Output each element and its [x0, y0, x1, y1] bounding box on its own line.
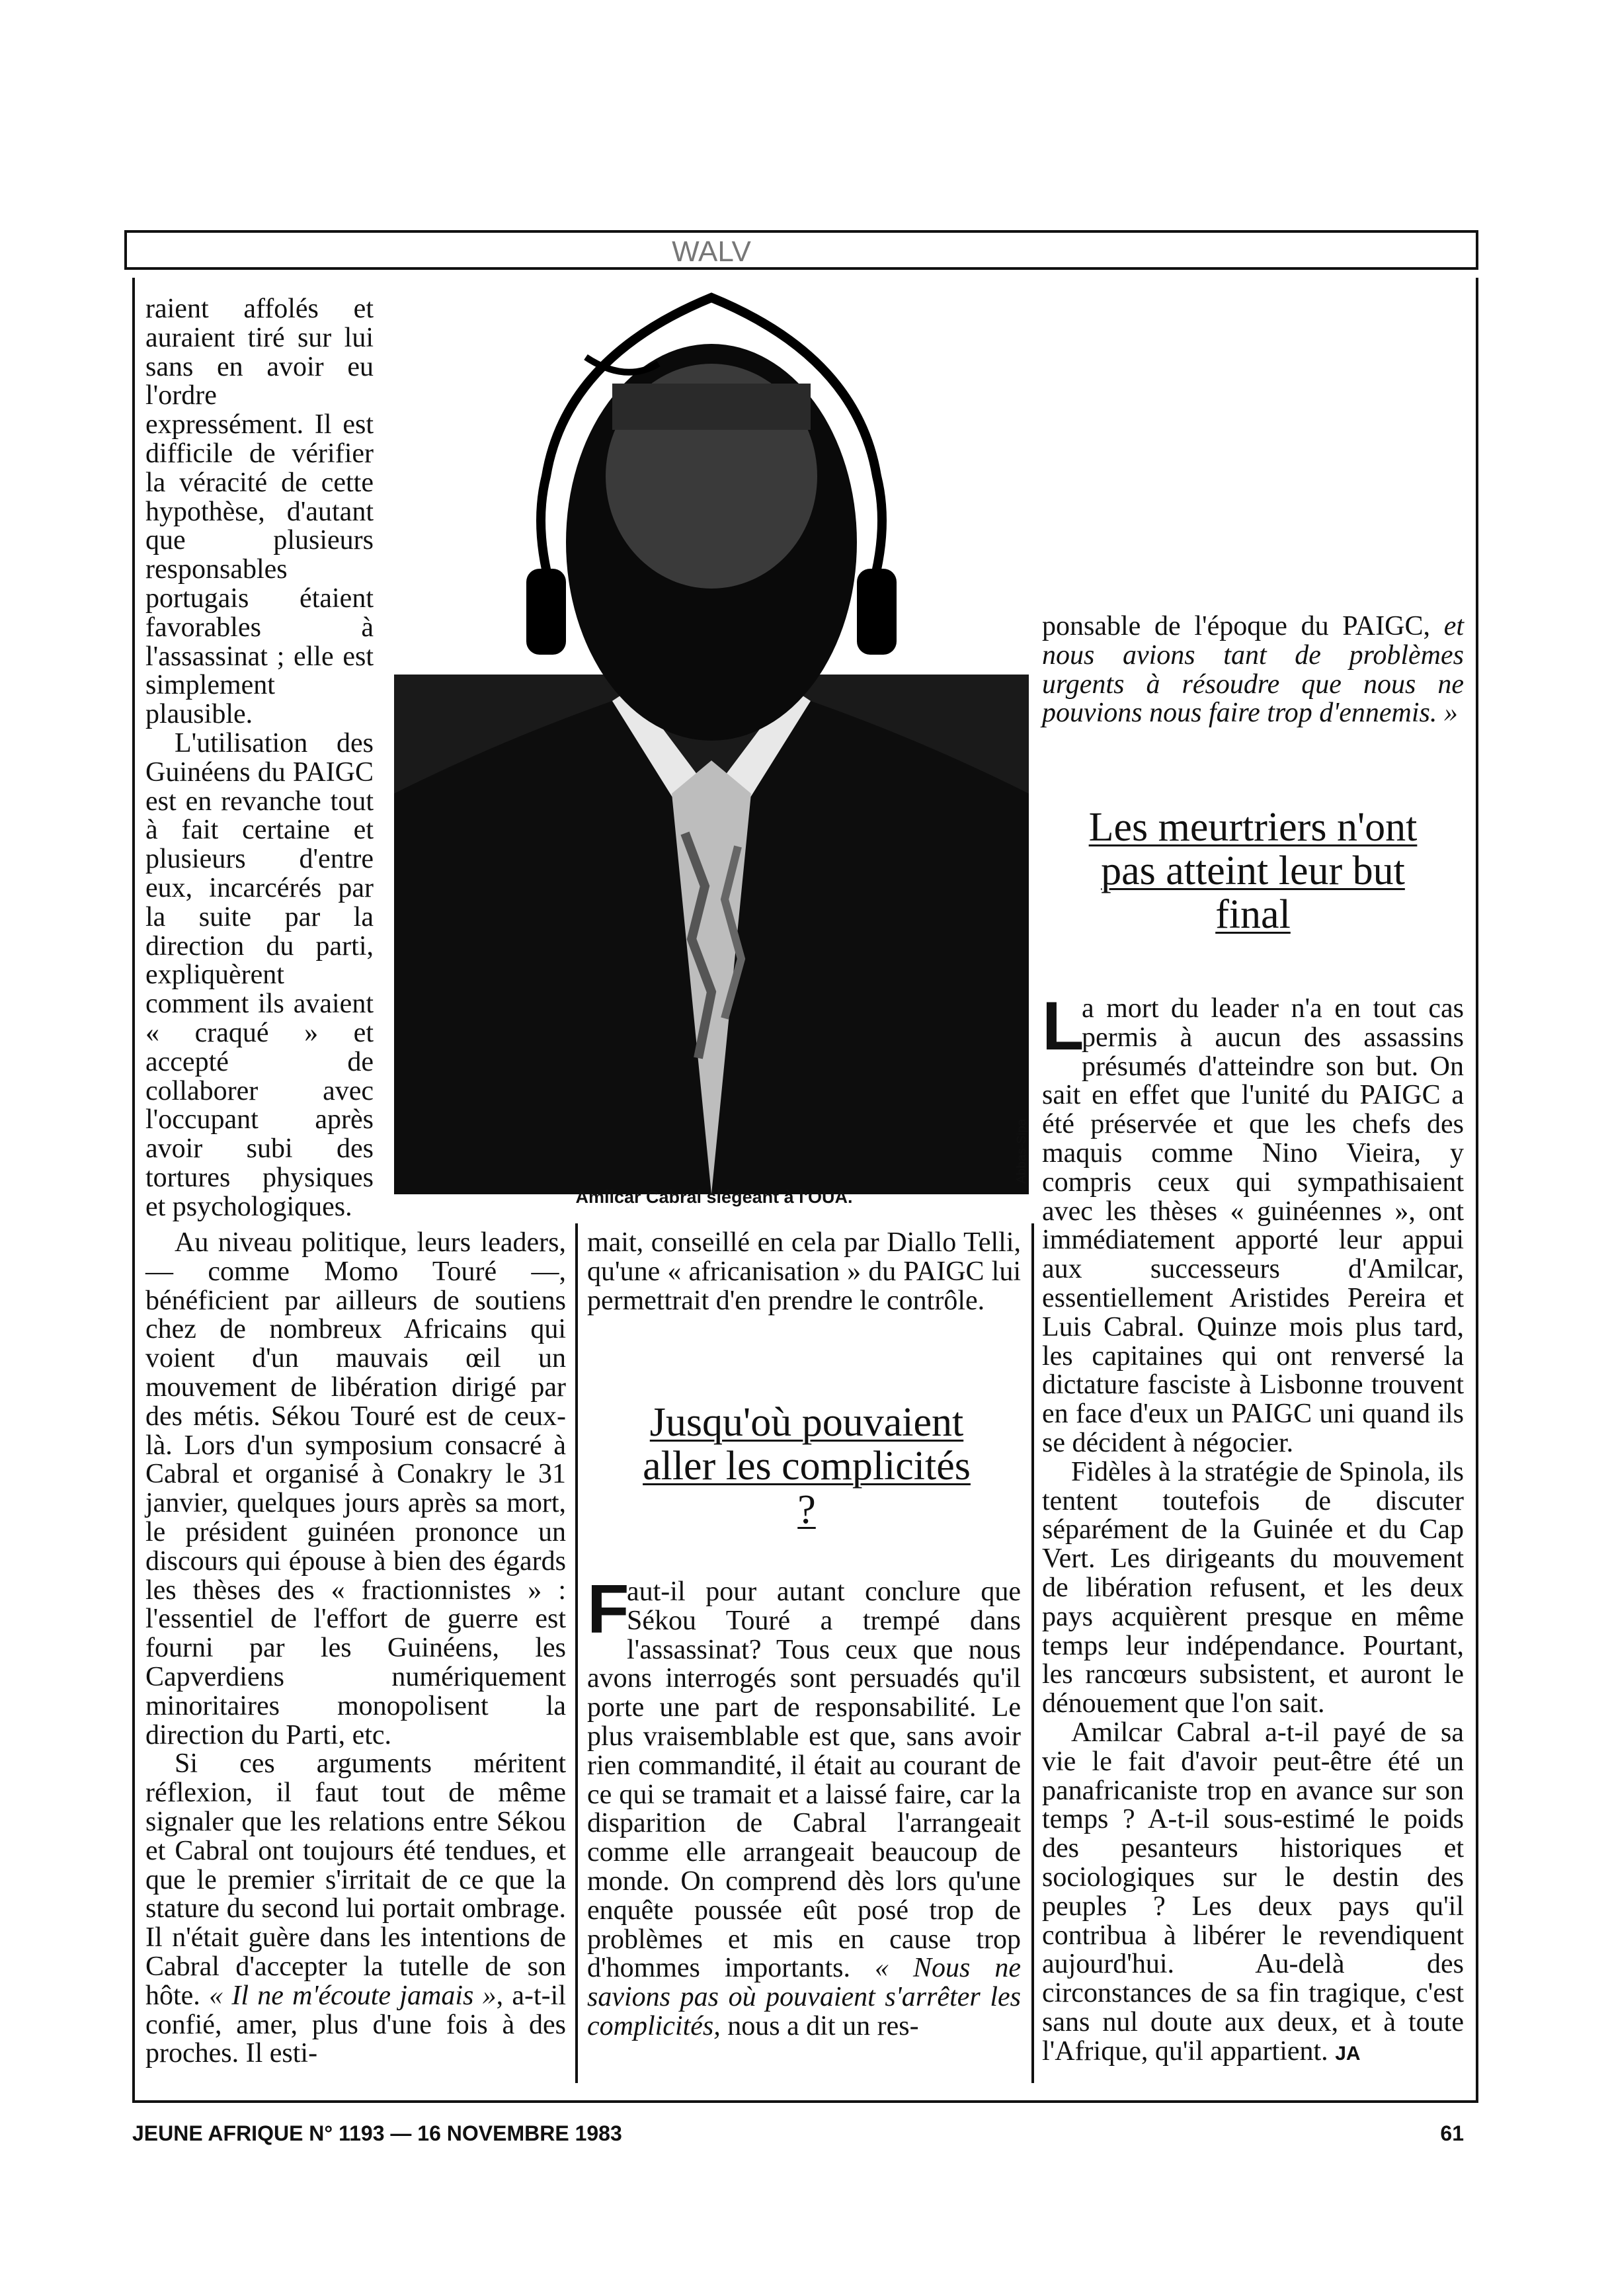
end-mark: JA — [1335, 2042, 1361, 2065]
col2-tail: nous a dit un res- — [720, 2010, 919, 2041]
col1-tail: , a-t-il confié, amer, plus d'une fois à des proches. Il esti- — [145, 1980, 567, 2069]
col1-paragraph-4 — [145, 1750, 566, 2069]
col2-body — [587, 1571, 1022, 2041]
col1-bottom-text — [145, 1229, 566, 2069]
col2-headline: Jusqu'où pouvaient aller les complicités ? — [643, 1400, 971, 1532]
col3-top-quote: et nous avions tant de problèmes urgents à résoudre que nous ne pouvions nous faire trop d'ennemis. » — [1042, 611, 1465, 729]
col3-top-text — [1042, 612, 1464, 728]
col3-body — [1042, 988, 1464, 2068]
col1-quote: « Il ne m'écoute jamais » — [209, 1980, 497, 2011]
col1-paragraph-2: L'utilisation des Guinéens du PAIGC est en revanche tout à fait certaine et plusieurs d'entre eux, incarcérés par la suite par la direction du parti, expliquèrent comment ils avaient « craqué » et accepté de collaborer avec l'occupant après avoir subi des tortures physiques et psychologiques. — [145, 727, 374, 1222]
col3-paragraph-2: Fidèles à la stratégie de Spinola, ils tentent toutefois de discuter séparément de la Guinée et du Cap Vert. Les dirigeants du mouvement de libération refusent, et les deux pays acquièrent presque en même temps leur indépendance. Pourtant, les rancœurs subsistent, et auront le dénouement que l'on sait. — [1042, 1456, 1464, 1719]
photo-credit: Abbas-Sipa — [1015, 1118, 1029, 1184]
svg-text:WALV: WALV — [672, 235, 751, 268]
photo-caption: Amilcar Cabral siégeant à l'OUA. — [575, 1187, 853, 1207]
col3-paragraph-3: Amilcar Cabral a-t-il payé de sa vie le fait d'avoir peut-être été un panafricaniste trop en avance sur son temps ? A-t-il sous-estimé le poids des pesanteurs historiques et sociologiques sur le destin des peuples ? Les deux pays qu'il contribua à libérer le revendiquent aujourd'hui. Au-delà des circonstances de sa fin tragique, c'est sans nul doute aux deux, et à toute l'Afrique, qu'il appartient. — [1042, 1717, 1464, 2067]
col1-paragraph-3: Au niveau politique, leurs leaders, — comme Momo Touré —, bénéficient par ailleurs de soutiens chez de nombreux Africains qui voient d'un mauvais œil un mouvement de libération dirigé par des métis. Sékou Touré est de ceux-là. Lors d'un symposium consacré à Cabral et organisé à Conakry le 31 janvier, quelques jours après sa mort, le président guinéen prononce un discours qui épouse à bien des égards les thèses des « fractionnistes » : l'essentiel de l'effort de guerre est fourni par les Guinéens, les Capverdiens numériquement minoritaires monopolisent la direction du Parti, etc. — [145, 1227, 566, 1750]
column-rule-1 — [575, 1223, 578, 2083]
col2-quote: « Nous ne savions pas où pouvaient s'arrêter les complicités, — [587, 1953, 1022, 2041]
col1-top-text — [145, 295, 374, 1222]
footer-page-number: 61 — [1440, 2121, 1464, 2145]
col2-top-text: mait, conseillé en cela par Diallo Telli, qu'une « africanisation » du PAIGC lui permettrait d'en prendre le contrôle. — [587, 1227, 1021, 1316]
col3-dropcap: L — [1042, 988, 1084, 1065]
portrait-photo — [394, 198, 1029, 1194]
col3-paragraph-1: a mort du leader n'a en tout cas permis à aucun des assassins présumés d'atteindre son but. On sait en effet que l'unité du PAIGC a été préservée et que les chefs des maquis comme Nino Vieira, y compris ceux qui sympathisaient avec les thèses « guinéennes », ont immédiatement apporté leur appui aux successeurs d'Amilcar, essentiellement Aristides Pereira et Luis Cabral. Quinze mois plus tard, les capitaines qui ont renversé la dictature fasciste à Lisbonne trouvent en face d'eux un PAIGC uni quand ils se décident à négocier. — [1042, 993, 1464, 1458]
col3-headline: Les meurtriers n'ont pas atteint leur but final — [1088, 805, 1418, 937]
footer-publication: JEUNE AFRIQUE N° 1193 — 16 NOVEMBRE 1983 — [132, 2121, 622, 2145]
col2-body-text: aut-il pour autant conclure que Sékou Touré a trempé dans l'assassinat? Tous ceux que nous avons interrogés sont persuadés qu'il porte une part de responsabilité. Le plus vraisemblable est que, sans avoir rien commandité, il était au courant de ce qui se tramait et a laissé faire, car la disparition de Cabral l'arrangeait comme elle arrangeait beaucoup de monde. On comprend dès lors qu'une enquête poussée eût posé trop de problèmes et mis en cause trop d'hommes importants. — [587, 1577, 1021, 1984]
col1-paragraph-4-text: Si ces arguments méritent réflexion, il faut tout de même signaler que les relations entre Sékou et Cabral ont toujours été tendues, et que le premier s'irritait de ce que la stature du second lui portait ombrage. Il n'était guère dans les intentions de Cabral d'accepter la tutelle de son hôte. — [145, 1748, 566, 2011]
col1-paragraph-1: raient affolés et auraient tiré sur lui sans en avoir eu l'ordre expressément. Il est difficile de vérifier la véracité de cette hypothèse, d'autant que plusieurs responsables portugais étaient favorables à l'assassinat ; elle est simplement plausible. — [145, 294, 374, 730]
col3-top-lead: ponsable de l'époque du PAIGC, — [1042, 611, 1430, 641]
column-rule-2 — [1031, 1223, 1034, 2083]
col2-dropcap: F — [587, 1571, 629, 1648]
